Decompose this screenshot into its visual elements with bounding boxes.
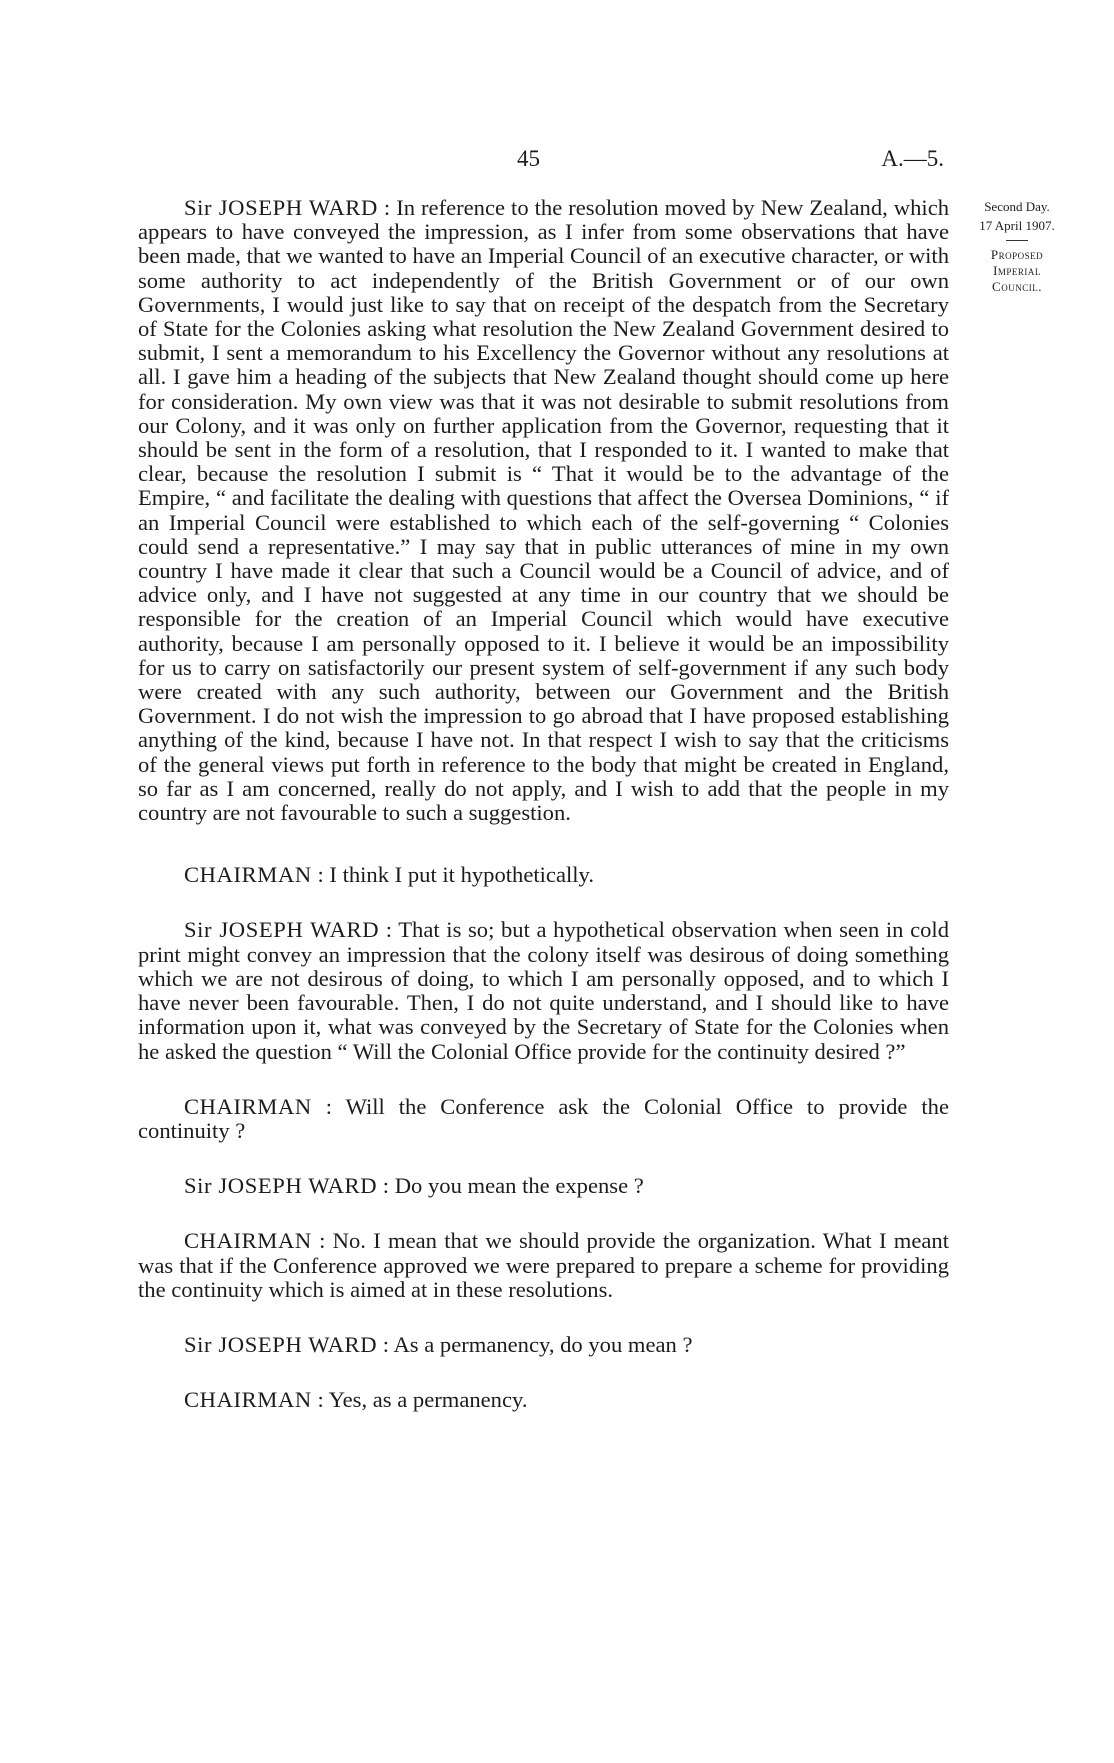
margin-note-topic-line: Imperial bbox=[993, 263, 1041, 278]
margin-note-day: Second Day. bbox=[984, 199, 1050, 214]
margin-note-topic-line: Proposed bbox=[990, 247, 1044, 262]
speech-text: Do you mean the expense ? bbox=[394, 1173, 644, 1199]
transcript-body bbox=[138, 196, 949, 1443]
speech-text: I think I put it hypothetically. bbox=[329, 862, 594, 888]
margin-note-topic-line: Council. bbox=[992, 279, 1042, 294]
speaker-name: Sir JOSEPH WARD bbox=[184, 917, 380, 943]
speech-paragraph: Sir JOSEPH WARD : In reference to the resolution moved by New Zealand, which appears to have conveyed the impression, as I infer from some observations that have been made, that we wanted to have an Imperial Council of an executive character, or with some authority to act independently of the British Government or of our own Governments, I would just like to say that on receipt of the despatch from the Secretary of State for the Colonies asking what resolution the New Zealand Government desired to submit, I sent a memorandum to his Excellency the Governor without any resolutions at all. I gave him a heading of the subjects that New Zealand thought should come up here for consideration. My own view was that it was not desirable to submit resolutions from our Colony, and it was only on further application from the Governor, requesting that it should be sent in the form of a resolution, that I responded to it. I wanted to make that clear, because the resolution I submit is “ That it would be to the advantage of the Empire, “ and facilitate the dealing with questions that affect the Oversea Dominions, “ if an Imperial Council were established to which each of the self-governing “ Colonies could send a representative.” I may say that in public utterances of mine in my own country I have made it clear that such a Council would be a Council of advice, and of advice only, and I have not suggested at any time in our country that we should be responsible for the creation of an Imperial Council which would have executive authority, because I am personally opposed to it. I believe it would be an impossibility for us to carry on satisfactorily our present system of self-government if any such body were created with any such authority, between our Government and the British Government. I do not wish the impression to go abroad that I have proposed establishing anything of the kind, because I have not. In that respect I wish to say that the criticisms of the general views put forth in reference to the body that might be created in England, so far as I am concerned, really do not apply, and I wish to add that the people in my country are not favourable to such a suggestion. bbox=[138, 195, 950, 826]
speech-text: No. I mean that we should provide the organization. What I meant was that if the Conference approved we were prepared to prepare a scheme for providing the continuity which is aimed at in these resolutions. bbox=[138, 1228, 949, 1302]
speech-text: Yes, as a permanency. bbox=[328, 1387, 528, 1413]
speech-text: As a permanency, do you mean ? bbox=[393, 1331, 693, 1357]
speech-paragraph: Sir JOSEPH WARD : As a permanency, do you mean ? bbox=[184, 1331, 693, 1357]
margin-note bbox=[966, 197, 1068, 295]
speaker-name: CHAIRMAN bbox=[184, 862, 312, 888]
page-header bbox=[138, 146, 958, 176]
speaker-name: CHAIRMAN bbox=[184, 1228, 312, 1254]
speech-paragraph: CHAIRMAN : No. I mean that we should provide the organization. What I meant was that if the Conference approved we were prepared to prepare a scheme for providing the continuity which is aimed at in these resolutions. bbox=[138, 1228, 949, 1302]
speech-paragraph: CHAIRMAN : I think I put it hypothetically. bbox=[184, 862, 594, 888]
speaker-name: Sir JOSEPH WARD bbox=[184, 1331, 378, 1357]
speech-text: Will the Conference ask the Colonial Office to provide the continuity ? bbox=[138, 1093, 949, 1143]
speaker-name: Sir JOSEPH WARD bbox=[184, 195, 378, 220]
page-number: 45 bbox=[517, 146, 540, 171]
speech-text: That is so; but a hypothetical observation when seen in cold print might convey an impression that the colony itself was desirous of doing something which we are not desirous of doing, to which I am personally opposed, and to which I have never been favourable. Then, I do not quite understand, and I should like to have information upon it, what was conveyed by the Secretary of State for the Colonies when he asked the question “ Will the Colonial Office provide for the continuity desired ?” bbox=[138, 917, 949, 1064]
speech-text: In reference to the resolution moved by New Zealand, which appears to have conveyed the impression, as I infer from some observations that have been made, that we wanted to have an Imperial Council of an executive character, or with some authority to act independently of the British Government or of our own Governments, I would just like to say that on receipt of the despatch from the Secretary of State for the Colonies asking what resolution the New Zealand Government desired to submit, I sent a memorandum to his Excellency the Governor without any resolutions at all. I gave him a heading of the subjects that New Zealand thought should come up here for consideration. My own view was that it was not desirable to submit resolutions from our Colony, and it was only on further application from the Governor, requesting that it should be sent in the form of a resolution, that I responded to it. I wanted to make that clear, because the resolution I submit is “ That it would be to the advantage of the Empire, “ and facilitate the dealing with questions that affect the Oversea Dominions, “ if an Imperial Council were established to which each of the self-governing “ Colonies could send a representative.” I may say that in public utterances of mine in my own country I have made it clear that such a Council would be a Council of advice, and of advice only, and I have not suggested at any time in our country that we should be responsible for the creation of an Imperial Council which would have executive authority, because I am personally opposed to it. I believe it would be an impossibility for us to carry on satisfactorily our present system of self-government if any such body were created with any such authority, between our Government and the British Government. I do not wish the impression to go abroad that I have proposed establishing anything of the kind, because I have not. In that respect I wish to say that the criticisms of the general views put forth in reference to the body that might be created in England, so far as I am concerned, really do not apply, and I wish to add that the people in my country are not favourable to such a suggestion. bbox=[138, 195, 950, 826]
speech-paragraph: Sir JOSEPH WARD : That is so; but a hypothetical observation when seen in cold print might convey an impression that the colony itself was desirous of doing something which we are not desirous of doing, to which I am personally opposed, and to which I have never been favourable. Then, I do not quite understand, and I should like to have information upon it, what was conveyed by the Secretary of State for the Colonies when he asked the question “ Will the Colonial Office provide for the continuity desired ?” bbox=[138, 917, 949, 1064]
speech-paragraph: CHAIRMAN : Will the Conference ask the Colonial Office to provide the continuity ? bbox=[138, 1093, 949, 1143]
speaker-name: Sir JOSEPH WARD bbox=[184, 1173, 378, 1199]
margin-note-divider bbox=[1006, 240, 1028, 241]
speech-paragraph: Sir JOSEPH WARD : Do you mean the expense ? bbox=[184, 1173, 644, 1199]
speaker-name: CHAIRMAN bbox=[184, 1387, 312, 1413]
speaker-name: CHAIRMAN bbox=[184, 1093, 312, 1119]
speech-paragraph: CHAIRMAN : Yes, as a permanency. bbox=[184, 1387, 528, 1413]
margin-note-date: 17 April 1907. bbox=[979, 218, 1055, 233]
document-reference: A.—5. bbox=[881, 146, 944, 171]
